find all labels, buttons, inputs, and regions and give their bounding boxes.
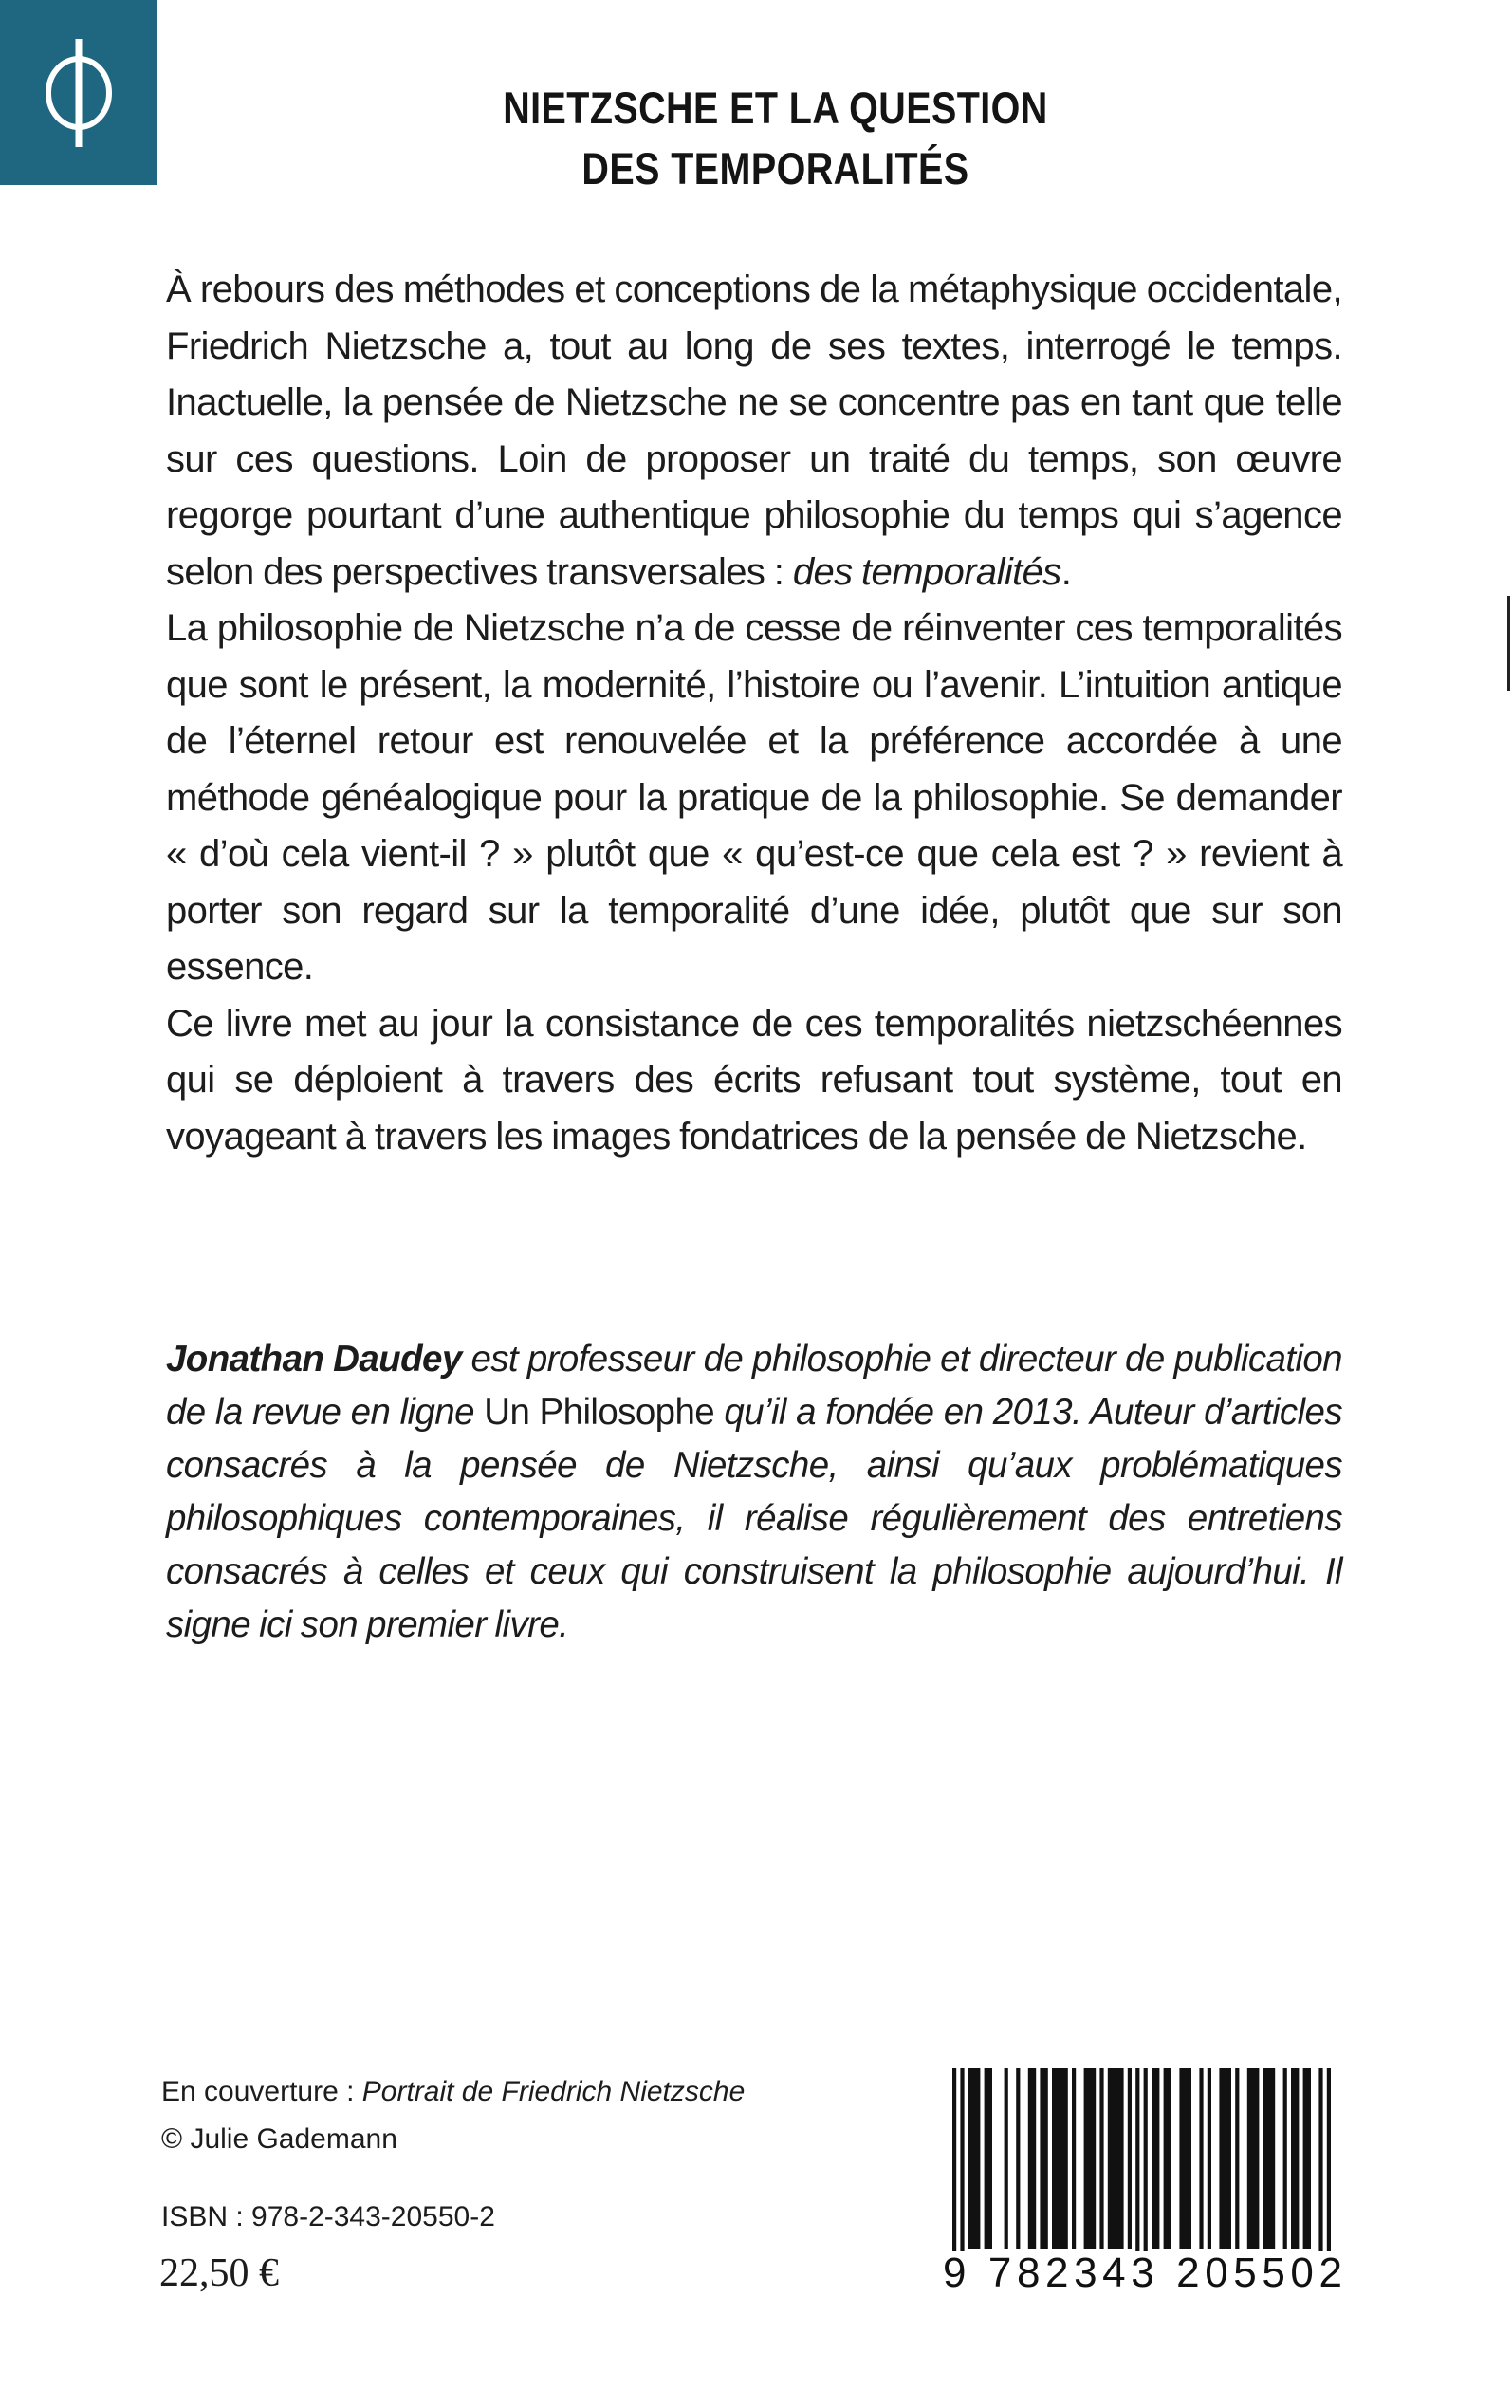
summary-paragraph-1-end: .	[1060, 550, 1072, 593]
barcode-bar	[1303, 2068, 1311, 2249]
cover-copyright: © Julie Gademann	[161, 2123, 397, 2155]
summary-paragraph-1-text: À rebours des méthodes et conceptions de la métaphysique occidentale, Friedrich Nietzsche a, tout au long de ses textes, interrogé le temps. Inactuelle, la pensée de Nietzsche ne se concentre pas en tant que telle sur ces questions. Loin de proposer un traité du temps, son œuvre regorge pourtant d’une authentique philosophie du temps qui s’agence selon des perspectives transversales :	[166, 269, 1342, 593]
barcode-bar	[1128, 2068, 1132, 2249]
barcode-bar	[1072, 2068, 1076, 2249]
summary-paragraph-2: La philosophie de Nietzsche n’a de cesse de réinventer ces temporalités que sont le présent, la modernité, l’histoire ou l’avenir. L’intuition antique de l’éternel retour est renouvelée et la préférence accordée à une méthode généalogique pour la pratique de la philosophie. Se demander « d’où cela vient-il ? » plutôt que « qu’est-ce que cela est ? » revient à porter son regard sur la temporalité d’une idée, plutôt que sur son essence.	[166, 607, 1342, 988]
barcode-bar	[1235, 2068, 1239, 2249]
cover-credit-work: Portrait de Friedrich Nietzsche	[361, 2076, 746, 2107]
price: 22,50 €	[159, 2251, 279, 2295]
author-name: Jonathan Daudey	[166, 1339, 462, 1380]
edge-mark	[1507, 596, 1510, 691]
barcode-bar	[952, 2068, 956, 2263]
barcode-bar	[1084, 2068, 1097, 2249]
cover-credit-label: En couverture :	[161, 2076, 362, 2107]
author-bio	[166, 1333, 1342, 1652]
isbn: ISBN : 978-2-343-20550-2	[161, 2201, 495, 2232]
summary-paragraph-3: Ce livre met au jour la consistance de ces temporalités nietzschéennes qui se déploient à travers des écrits refusant tout système, tout en voyageant à travers les images fondatrices de la pensée de Nietzsche.	[166, 1002, 1342, 1158]
journal-name: Un Philosophe	[484, 1392, 715, 1433]
barcode-bar	[1247, 2068, 1260, 2249]
barcode-bar	[1135, 2068, 1139, 2263]
phi-icon	[36, 31, 121, 155]
barcode	[943, 2068, 1348, 2296]
title-line-2: DES TEMPORALITÉS	[581, 143, 969, 194]
book-title	[124, 78, 1394, 199]
barcode-bar	[1208, 2068, 1211, 2249]
barcode-bar	[968, 2068, 981, 2249]
author-bio-text-2: qu’il a fondée en 2013. Auteur d’articles consacrés à la pensée de Nietzsche, ainsi qu’aux problématiques philosophiques contemporaines, il réalise régulièrement des entretiens consacrés à celles et ceux qui construisent la philosophie aujourd’hui. Il signe ici son premier livre.	[166, 1392, 1342, 1645]
barcode-bar	[1028, 2068, 1036, 2249]
barcode-bar	[1199, 2068, 1203, 2249]
barcode-bar	[1108, 2068, 1124, 2249]
barcode-digits: 9 782343 205502	[943, 2250, 1348, 2296]
barcode-bar	[1099, 2068, 1103, 2249]
barcode-bar	[1327, 2068, 1331, 2263]
barcode-bar	[1052, 2068, 1068, 2249]
summary-paragraph-1-emphasis: des temporalités	[792, 550, 1061, 593]
barcode-bar	[1263, 2068, 1276, 2249]
barcode-bar	[1016, 2068, 1020, 2249]
cover-credit-line	[161, 2068, 745, 2116]
barcode-bar	[1005, 2068, 1008, 2249]
barcode-bar	[1318, 2068, 1322, 2263]
title-line-1: NIETZSCHE ET LA QUESTION	[503, 83, 1048, 133]
summary-paragraph-1	[166, 262, 1342, 601]
cover-credit	[161, 2068, 745, 2163]
barcode-bar	[1179, 2068, 1191, 2249]
barcode-bar	[1283, 2068, 1287, 2249]
barcode-bar	[1144, 2068, 1148, 2263]
barcode-bar	[1040, 2068, 1047, 2249]
barcode-bar	[1219, 2068, 1231, 2249]
barcode-bar	[1152, 2068, 1159, 2249]
author-bio-text-1: est professeur de philosophie et directeur de publication de la revue en ligne	[166, 1339, 1342, 1433]
barcode-bar	[960, 2068, 964, 2263]
back-cover-summary	[166, 262, 1342, 1165]
barcode-bar	[985, 2068, 992, 2249]
barcode-bar	[1164, 2068, 1171, 2249]
barcode-bar	[1291, 2068, 1299, 2249]
